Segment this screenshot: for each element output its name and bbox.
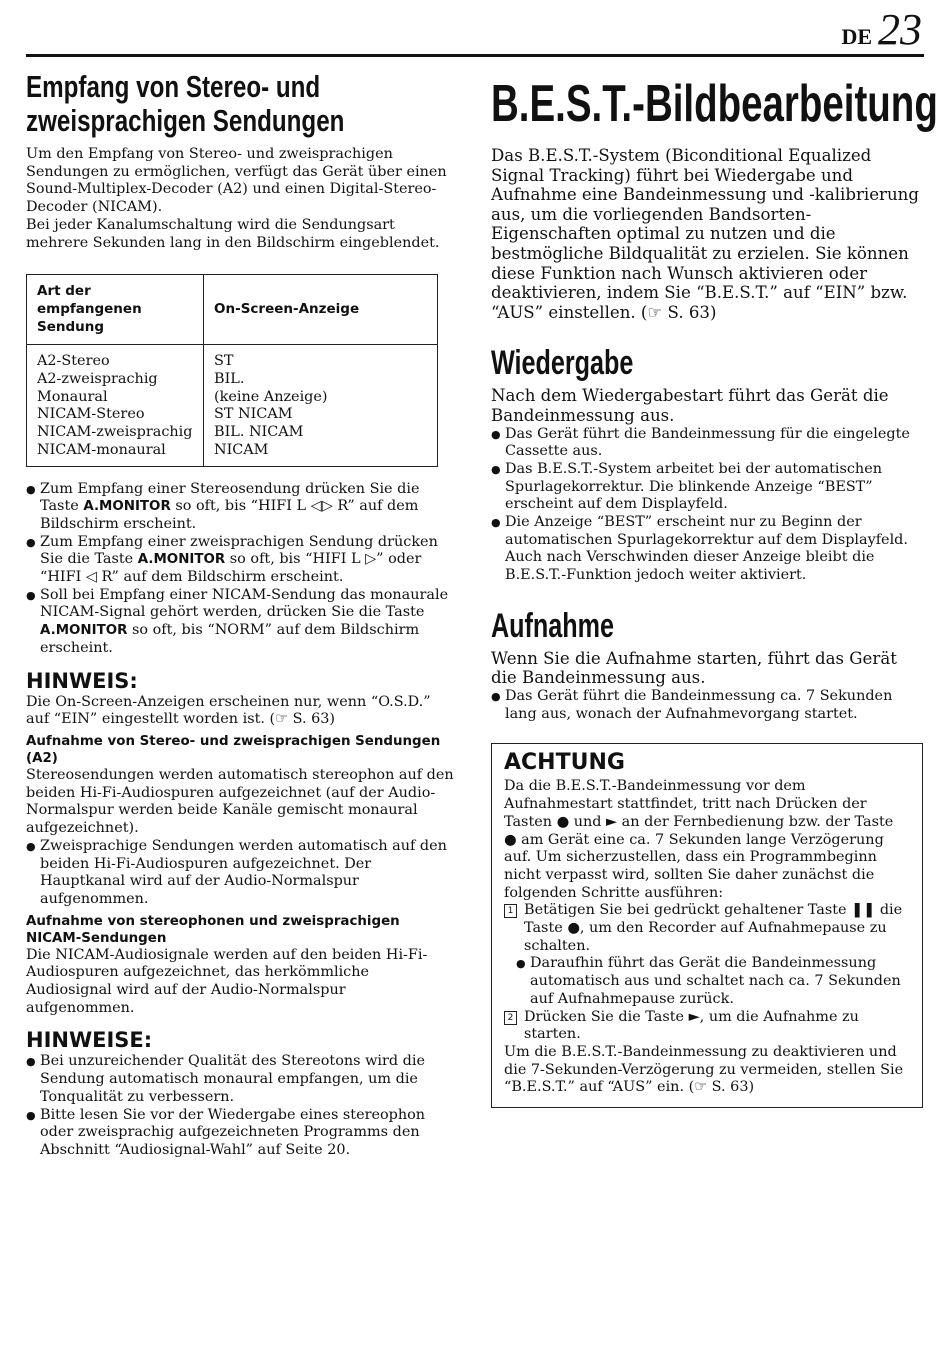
step-number-1: 1 <box>504 904 517 918</box>
table-cell: (keine Anzeige) <box>214 388 328 405</box>
caution-box <box>491 743 923 1108</box>
a2-recording-text: Stereosendungen werden automatisch stereophon auf den beiden Hi-Fi-Audiospuren aufgezeichnet (auf der Audio-Normalspur werden beide Kanäle gemischt monaural aufgezeichnet). <box>26 766 454 837</box>
bullet-nicam-mono: ● Soll bei Empfang einer NICAM-Sendung das monaurale NICAM-Signal gehört werden, drücken Sie die Taste A.MONITOR so oft, bis “NORM” auf dem Bildschirm erscheint. <box>26 587 458 658</box>
notes-bullet-1: ● Bei unzureichender Qualität des Stereotons wird die Sendung automatisch monaural empfangen, um die Tonqualität zu verbessern. <box>26 1053 458 1106</box>
caution-outro: Um die B.E.S.T.-Bandeinmessung zu deaktivieren und die 7-Sekunden-Verzögerung zu vermeiden, stellen Sie “B.E.S.T.” auf “AUS” ein. (☞ S. 63) <box>504 1044 904 1096</box>
caution-step-1: 1 Betätigen Sie bei gedrückt gehaltener Taste ❚❚ die Taste ●, um den Recorder auf Aufnahmepause zu schalten. <box>504 902 910 955</box>
table-header-row <box>27 275 438 345</box>
note-heading: HINWEIS: <box>26 668 138 693</box>
caution-step-2: 2 Drücken Sie die Taste ►, um die Aufnahme zu starten. <box>504 1009 910 1044</box>
bullet-bilingual: ● Zum Empfang einer zweisprachigen Sendung drücken Sie die Taste A.MONITOR so oft, bis “HIFI L ▷” oder “HIFI ◁ R” auf dem Bildschirm erscheint. <box>26 534 458 587</box>
section-title-recording: Aufnahme <box>491 606 615 645</box>
note-text: Die On-Screen-Anzeigen erscheinen nur, wenn “O.S.D.” auf “EIN” eingestellt worden ist. (☞ S. 63) <box>26 693 431 728</box>
best-intro: Das B.E.S.T.-System (Biconditional Equalized Signal Tracking) führt bei Wiedergabe und Aufnahme eine Bandeinmessung und -kalibrierung aus, um die vorliegenden Bandsorten-Eigenschaften optimal zu nutzen und die bestmögliche Bildqualität zu erzielen. Sie können diese Funktion nach Wunsch aktivieren oder deaktivieren, indem Sie “B.E.S.T.” auf “EIN” bzw. “AUS” einstellen. (☞ S. 63) <box>491 146 919 322</box>
caution-text: Da die B.E.S.T.-Bandeinmessung vor dem Aufnahmestart stattfindet, tritt nach Drücken der Tasten ● und ► an der Fernbedienung bzw. der Taste ● am Gerät eine ca. 7 Sekunden lange Verzögerung auf. Um sicherzustellen, dass ein Programmbeginn nicht verpasst wird, sollten Sie daher zunächst die folgenden Schritte ausführen: <box>504 778 894 901</box>
playback-bullet-1: ● Das Gerät führt die Bandeinmessung für die eingelegte Cassette aus. <box>491 426 923 461</box>
section-title-playback: Wiedergabe <box>491 344 634 383</box>
table-cell: NICAM-monaural <box>37 441 166 458</box>
nicam-recording-text: Die NICAM-Audiosignale werden auf den beiden Hi-Fi-Audiospuren aufgezeichnet, das herkömmliche Audiosignal wird auf der Audio-Normalspur aufgenommen. <box>26 946 428 1016</box>
table-header-onscreen: On-Screen-Anzeige <box>204 275 438 345</box>
notes-bullet-2: ● Bitte lesen Sie vor der Wiedergabe eines stereophon oder zweisprachig aufgezeichneten Programms den Abschnitt “Audiosignal-Wahl” auf Seite 20. <box>26 1107 458 1160</box>
table-cell: NICAM <box>214 441 269 458</box>
table-cell: A2-zweisprachig <box>37 371 158 388</box>
playback-text: Nach dem Wiedergabestart führt das Gerät die Bandeinmessung aus. <box>491 386 889 425</box>
playback-bullet-3: ● Die Anzeige “BEST” erscheint nur zu Beginn der automatischen Spurlagekorrektur auf dem Displayfeld. Auch nach Verschwinden dieser Anzeige bleibt die B.E.S.T.-Funktion jedoch weiter aktiviert. <box>491 514 923 585</box>
header-rule <box>26 54 924 57</box>
section-title-stereo: Empfang von Stereo- und zweisprachigen Sendungen <box>26 69 345 138</box>
right-column <box>491 68 938 1108</box>
amonitor-key-label: A.MONITOR <box>137 552 226 568</box>
language-code: DE <box>841 24 872 49</box>
subheading-a2-recording: Aufnahme von Stereo- und zweisprachigen Sendungen (A2) <box>26 733 441 766</box>
left-column <box>26 68 458 1160</box>
amonitor-key-label: A.MONITOR <box>40 623 128 639</box>
table-cell: BIL. NICAM <box>214 424 304 441</box>
onscreen-display-cell <box>204 345 438 466</box>
page-number <box>841 5 922 54</box>
table-cell: NICAM-zweisprachig <box>37 424 193 441</box>
broadcast-type-table <box>26 274 438 466</box>
table-cell: ST <box>214 353 234 370</box>
intro-paragraph: Um den Empfang von Stereo- und zweisprachigen Sendungen zu ermöglichen, verfügt das Gerät über einen Sound-Multiplex-Decoder (A2) und einen Digital-Stereo-Decoder (NICAM). <box>26 146 447 216</box>
table-cell: ST NICAM <box>214 406 293 423</box>
broadcast-types-cell <box>27 345 204 466</box>
step-number-2: 2 <box>504 1011 517 1025</box>
page-number-value: 23 <box>878 5 922 54</box>
intro-paragraph-2: Bei jeder Kanalumschaltung wird die Sendungsart mehrere Sekunden lang in den Bildschirm eingeblendet. <box>26 216 440 251</box>
table-cell: NICAM-Stereo <box>37 406 145 423</box>
a2-recording-bullet: ● Zweisprachige Sendungen werden automatisch auf den beiden Hi-Fi-Audiospuren aufgezeichnet. Der Hauptkanal wird auf der Audio-Normalspur aufgenommen. <box>26 838 458 909</box>
caution-step-1-bullet: ● Daraufhin führt das Gerät die Bandeinmessung automatisch aus und schaltet nach ca. 7 Sekunden auf Aufnahmepause zurück. <box>504 955 910 1008</box>
notes-heading: HINWEISE: <box>26 1028 153 1053</box>
table-cell: BIL. <box>214 371 245 388</box>
amonitor-key-label: A.MONITOR <box>83 499 171 515</box>
table-cell: A2-Stereo <box>37 353 110 370</box>
table-header-broadcast-type: Art der empfangenen Sendung <box>27 275 204 345</box>
table-cell: Monaural <box>37 388 108 405</box>
recording-bullet: ● Das Gerät führt die Bandeinmessung ca. 7 Sekunden lang aus, wonach der Aufnahmevorgang startet. <box>491 688 923 723</box>
playback-bullet-2: ● Das B.E.S.T.-System arbeitet bei der automatischen Spurlagekorrektur. Die blinkende Anzeige “BEST” erscheint auf dem Displayfeld. <box>491 461 923 514</box>
subheading-nicam-recording: Aufnahme von stereophonen und zweisprachigen NICAM-Sendungen <box>26 913 400 946</box>
caution-heading: ACHTUNG <box>504 750 625 776</box>
section-title-best: B.E.S.T.-Bildbearbeitung <box>491 75 938 133</box>
table-body <box>27 345 438 466</box>
bullet-stereo: ● Zum Empfang einer Stereosendung drücken Sie die Taste A.MONITOR so oft, bis “HIFI L ◁▷ R” auf dem Bildschirm erscheint. <box>26 481 458 534</box>
recording-text: Wenn Sie die Aufnahme starten, führt das Gerät die Bandeinmessung aus. <box>491 648 897 688</box>
